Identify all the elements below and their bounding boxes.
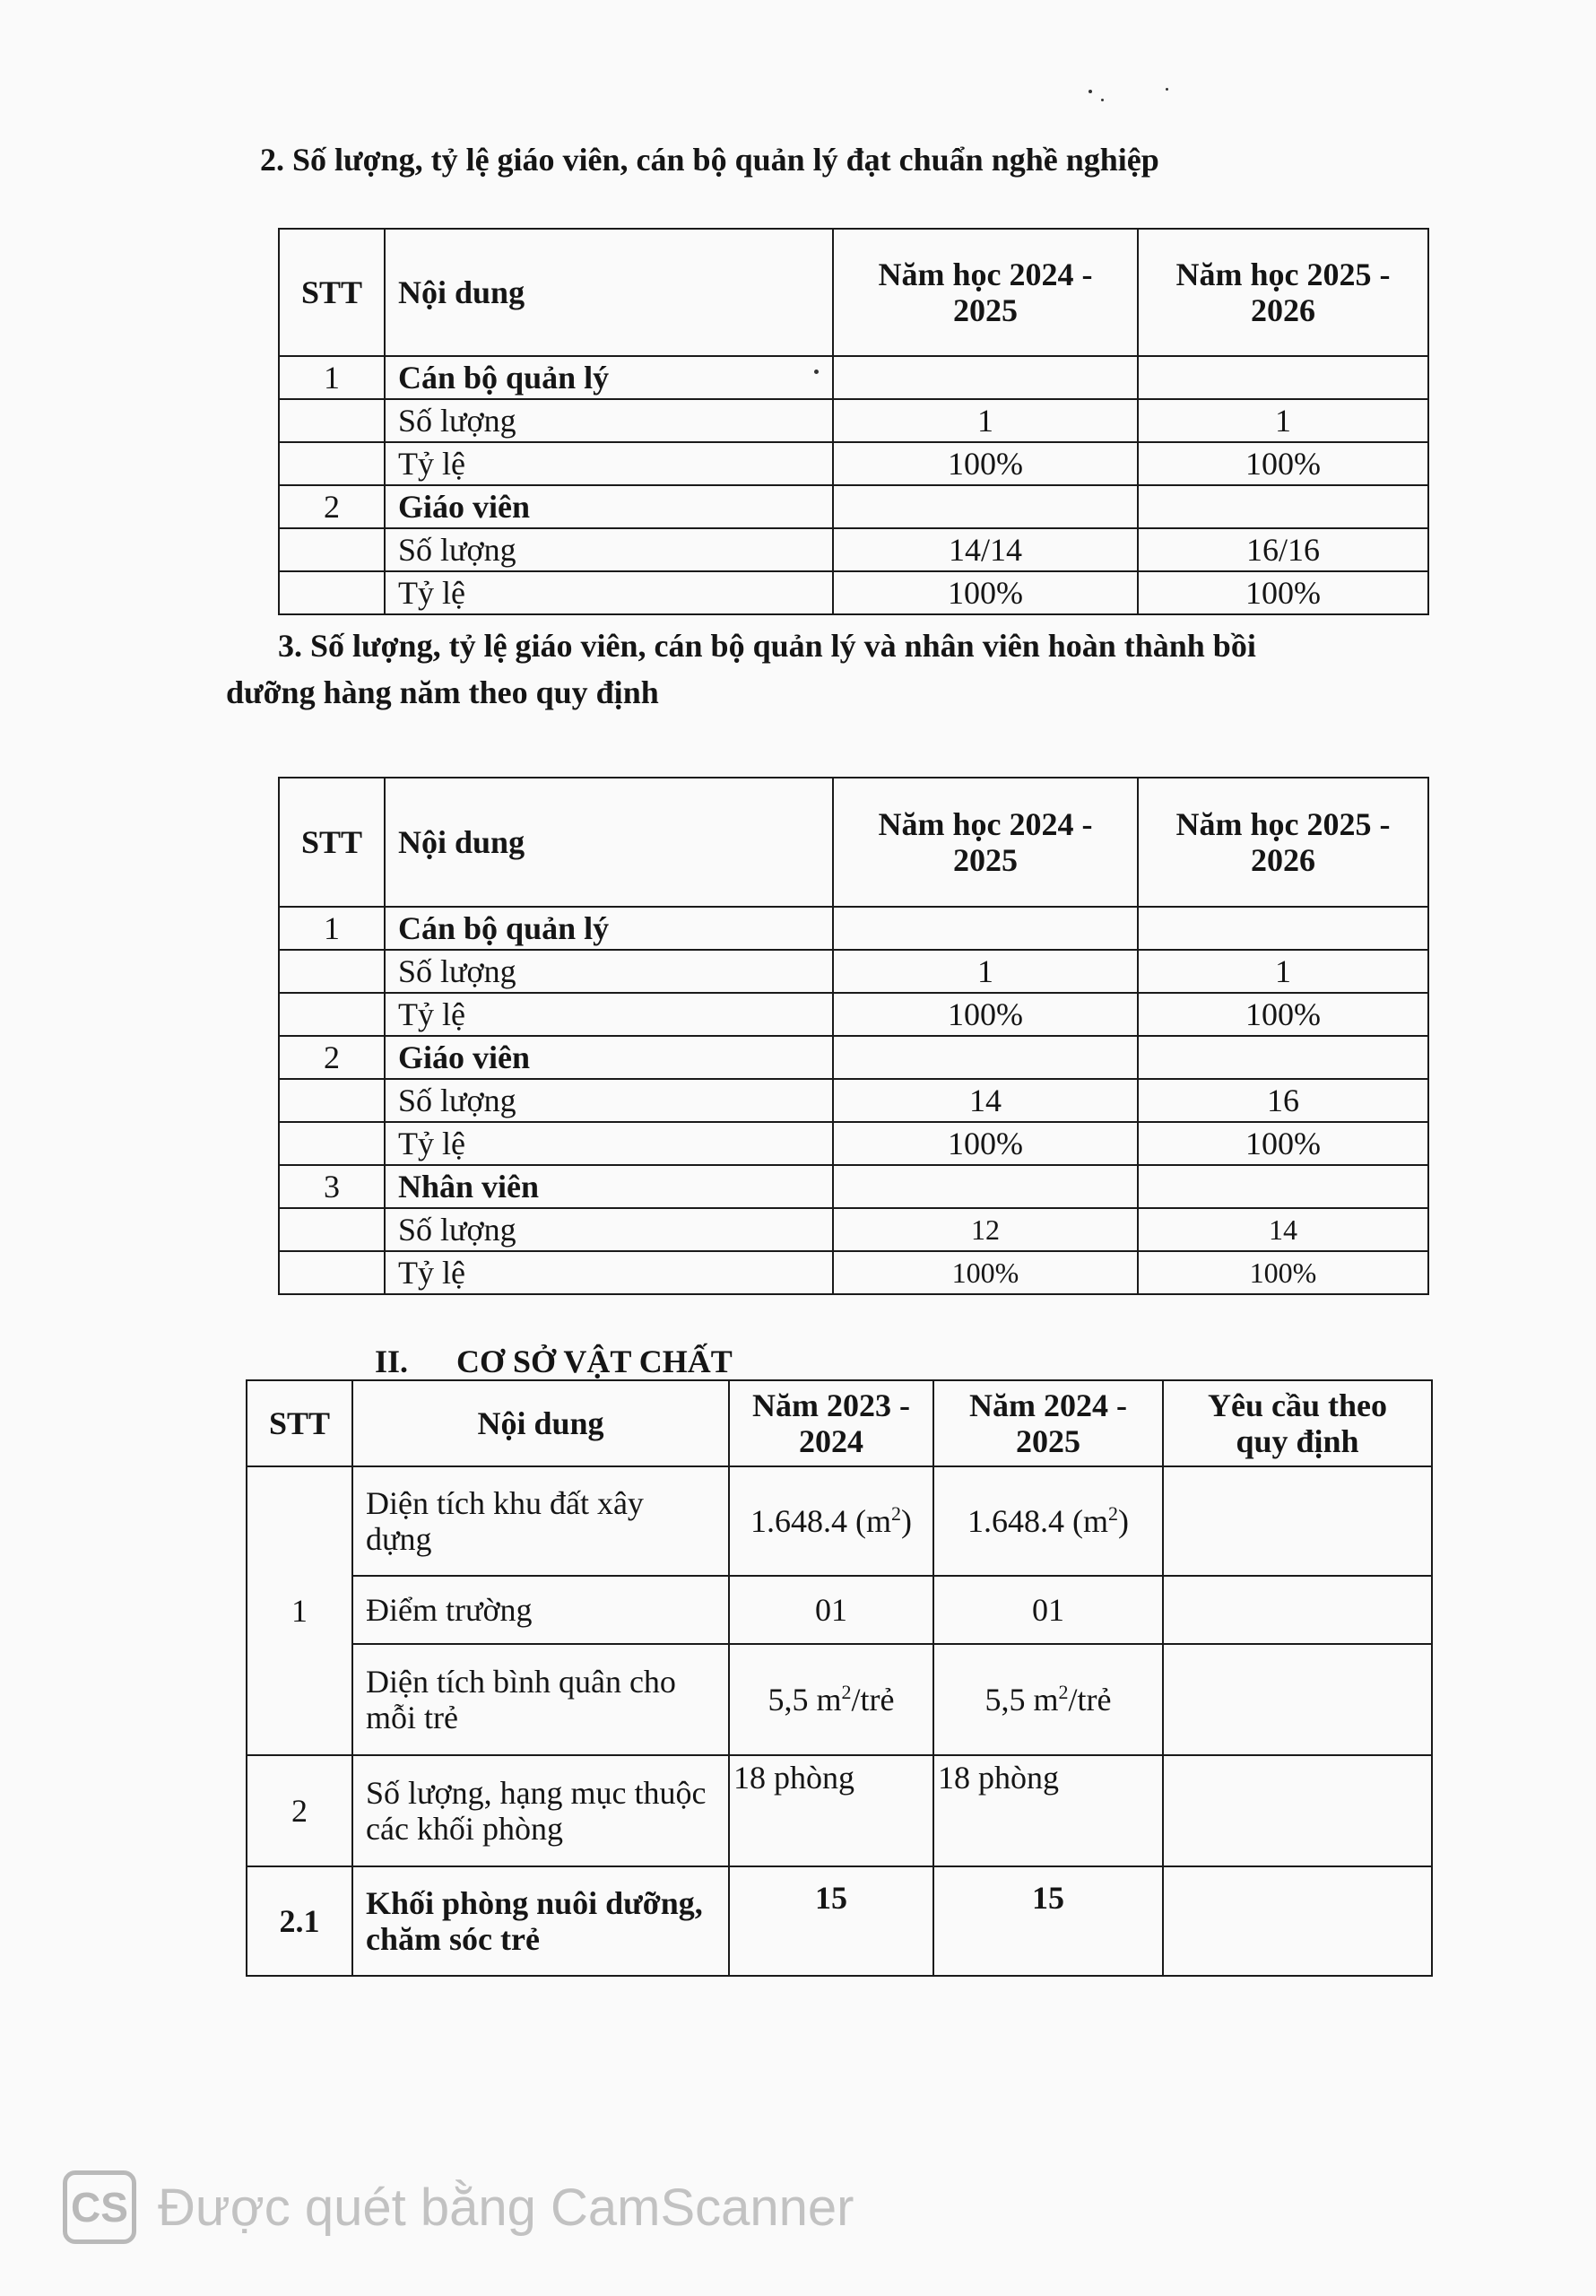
content-cell: Điểm trường bbox=[352, 1576, 729, 1644]
section-3-heading-line-1: 3. Số lượng, tỷ lệ giáo viên, cán bộ quản lý và nhân viên hoàn thành bồi bbox=[278, 628, 1256, 664]
year-1-cell: 100% bbox=[833, 571, 1138, 614]
header-stt: STT bbox=[279, 778, 385, 907]
year-2-cell: 16 bbox=[1138, 1079, 1428, 1122]
year-2-cell bbox=[933, 1466, 1163, 1576]
header-requirement-line-2: quy định bbox=[1236, 1423, 1359, 1459]
facilities-heading-number: II. bbox=[375, 1344, 409, 1379]
year-1-cell bbox=[833, 1036, 1138, 1079]
header-year-1 bbox=[729, 1380, 933, 1466]
year-1-cell bbox=[833, 485, 1138, 528]
section-2-table bbox=[278, 228, 1429, 615]
stt-cell bbox=[279, 1079, 385, 1122]
facilities-table bbox=[246, 1379, 1433, 1977]
year-2-cell: 100% bbox=[1138, 442, 1428, 485]
header-year-1: Năm học 2024 - 2025 bbox=[833, 778, 1138, 907]
content-cell: Tỷ lệ bbox=[385, 442, 833, 485]
header-content: Nội dung bbox=[352, 1380, 729, 1466]
stt-cell bbox=[279, 442, 385, 485]
year-1-cell: 100% bbox=[833, 1251, 1138, 1294]
year-2-cell: 01 bbox=[933, 1576, 1163, 1644]
stt-cell bbox=[279, 399, 385, 442]
content-cell: Diện tích bình quân cho mỗi trẻ bbox=[352, 1644, 729, 1755]
table-row bbox=[279, 907, 1428, 950]
table-row bbox=[279, 571, 1428, 614]
stt-cell bbox=[279, 571, 385, 614]
year-1-cell bbox=[833, 907, 1138, 950]
year-1-cell: 01 bbox=[729, 1576, 933, 1644]
table-row bbox=[247, 1576, 1432, 1644]
header-requirement-line-1: Yêu cầu theo bbox=[1208, 1387, 1387, 1423]
stt-cell bbox=[279, 950, 385, 993]
content-cell: Khối phòng nuôi dưỡng, chăm sóc trẻ bbox=[352, 1866, 729, 1976]
table-row bbox=[279, 1079, 1428, 1122]
year-2-cell bbox=[1138, 1036, 1428, 1079]
content-cell: Tỷ lệ bbox=[385, 993, 833, 1036]
requirement-cell bbox=[1163, 1466, 1432, 1576]
table-row bbox=[279, 442, 1428, 485]
stt-cell bbox=[279, 1251, 385, 1294]
table-row bbox=[279, 356, 1428, 399]
content-cell: Số lượng, hạng mục thuộc các khối phòng bbox=[352, 1755, 729, 1866]
value-text: 1.648.4 (m bbox=[750, 1503, 891, 1539]
header-year-1-line-2: 2024 bbox=[799, 1423, 863, 1459]
section-3-heading-line-2: dưỡng hàng năm theo quy định bbox=[226, 674, 659, 710]
year-2-cell: 18 phòng bbox=[933, 1755, 1163, 1866]
requirement-cell bbox=[1163, 1866, 1432, 1976]
year-2-cell bbox=[933, 1644, 1163, 1755]
content-cell: Tỷ lệ bbox=[385, 1251, 833, 1294]
value-superscript: 2 bbox=[841, 1681, 852, 1703]
year-2-cell: 14 bbox=[1138, 1208, 1428, 1251]
table-row bbox=[279, 1122, 1428, 1165]
requirement-cell bbox=[1163, 1576, 1432, 1644]
value-text-end: /trẻ bbox=[851, 1682, 895, 1718]
value-text: 5,5 m bbox=[984, 1682, 1059, 1718]
year-1-cell bbox=[833, 1165, 1138, 1208]
content-cell: Giáo viên bbox=[385, 485, 833, 528]
stt-cell: 2 bbox=[247, 1755, 352, 1866]
header-year-2: Năm học 2025 - 2026 bbox=[1138, 778, 1428, 907]
table-row bbox=[279, 399, 1428, 442]
stt-cell: 1 bbox=[279, 356, 385, 399]
content-cell: Số lượng bbox=[385, 399, 833, 442]
year-1-cell: 100% bbox=[833, 442, 1138, 485]
stt-cell: 2.1 bbox=[247, 1866, 352, 1976]
year-1-cell bbox=[729, 1466, 933, 1576]
year-1-cell: 14 bbox=[833, 1079, 1138, 1122]
header-year-2 bbox=[933, 1380, 1163, 1466]
header-year-1-line-1: Năm 2023 - bbox=[752, 1387, 910, 1423]
facilities-heading bbox=[375, 1338, 733, 1385]
facilities-heading-text: CƠ SỞ VẬT CHẤT bbox=[456, 1344, 733, 1379]
table-row bbox=[279, 485, 1428, 528]
table-row bbox=[247, 1755, 1432, 1866]
year-2-cell: 1 bbox=[1138, 399, 1428, 442]
stt-cell: 2 bbox=[279, 1036, 385, 1079]
section-3-table bbox=[278, 777, 1429, 1295]
content-cell: Tỷ lệ bbox=[385, 1122, 833, 1165]
scan-speck bbox=[1101, 99, 1104, 101]
year-1-cell: 1 bbox=[833, 399, 1138, 442]
year-1-cell bbox=[833, 356, 1138, 399]
table-row bbox=[279, 993, 1428, 1036]
table-row bbox=[279, 950, 1428, 993]
year-2-cell: 100% bbox=[1138, 571, 1428, 614]
year-2-cell bbox=[1138, 356, 1428, 399]
year-2-cell: 1 bbox=[1138, 950, 1428, 993]
content-cell: Số lượng bbox=[385, 1079, 833, 1122]
year-1-cell: 18 phòng bbox=[729, 1755, 933, 1866]
header-year-2: Năm học 2025 - 2026 bbox=[1138, 229, 1428, 356]
value-superscript: 2 bbox=[891, 1502, 901, 1525]
requirement-cell bbox=[1163, 1755, 1432, 1866]
table-header-row bbox=[247, 1380, 1432, 1466]
year-2-cell bbox=[1138, 485, 1428, 528]
year-1-cell: 15 bbox=[729, 1866, 933, 1976]
content-cell: Diện tích khu đất xây dựng bbox=[352, 1466, 729, 1576]
content-cell: Cán bộ quản lý bbox=[385, 907, 833, 950]
year-1-cell: 12 bbox=[833, 1208, 1138, 1251]
value-superscript: 2 bbox=[1058, 1681, 1069, 1703]
requirement-cell bbox=[1163, 1644, 1432, 1755]
table-row bbox=[279, 1165, 1428, 1208]
stt-cell bbox=[279, 1208, 385, 1251]
content-cell: Cán bộ quản lý bbox=[385, 356, 833, 399]
table-row bbox=[247, 1466, 1432, 1576]
value-text-end: ) bbox=[901, 1503, 912, 1539]
table-row bbox=[279, 1251, 1428, 1294]
year-2-cell bbox=[1138, 1165, 1428, 1208]
table-row bbox=[279, 528, 1428, 571]
header-stt: STT bbox=[279, 229, 385, 356]
stt-cell: 1 bbox=[279, 907, 385, 950]
year-1-cell: 100% bbox=[833, 1122, 1138, 1165]
camscanner-logo: CS bbox=[63, 2170, 136, 2244]
table-row bbox=[247, 1644, 1432, 1755]
scan-speck bbox=[1089, 90, 1092, 93]
year-2-cell: 100% bbox=[1138, 993, 1428, 1036]
year-2-cell: 100% bbox=[1138, 1122, 1428, 1165]
year-1-cell: 100% bbox=[833, 993, 1138, 1036]
stt-cell bbox=[279, 528, 385, 571]
header-content: Nội dung bbox=[385, 229, 833, 356]
stt-cell: 3 bbox=[279, 1165, 385, 1208]
content-cell: Số lượng bbox=[385, 1208, 833, 1251]
header-year-2-line-2: 2025 bbox=[1016, 1423, 1080, 1459]
stt-cell bbox=[279, 1122, 385, 1165]
table-row bbox=[279, 1036, 1428, 1079]
content-cell: Tỷ lệ bbox=[385, 571, 833, 614]
table-row bbox=[247, 1866, 1432, 1976]
section-2-heading: 2. Số lượng, tỷ lệ giáo viên, cán bộ quản lý đạt chuẩn nghề nghiệp bbox=[260, 142, 1159, 178]
camscanner-watermark-text: Được quét bằng CamScanner bbox=[158, 2179, 854, 2237]
value-text-end: /trẻ bbox=[1068, 1682, 1112, 1718]
year-2-cell: 16/16 bbox=[1138, 528, 1428, 571]
header-content: Nội dung bbox=[385, 778, 833, 907]
header-requirement bbox=[1163, 1380, 1432, 1466]
year-1-cell: 14/14 bbox=[833, 528, 1138, 571]
content-cell: Giáo viên bbox=[385, 1036, 833, 1079]
year-2-cell: 15 bbox=[933, 1866, 1163, 1976]
value-superscript: 2 bbox=[1108, 1502, 1118, 1525]
header-year-2-line-1: Năm 2024 - bbox=[969, 1387, 1127, 1423]
content-cell: Số lượng bbox=[385, 528, 833, 571]
stt-cell: 1 bbox=[247, 1466, 352, 1755]
table-header-row bbox=[279, 778, 1428, 907]
value-text: 1.648.4 (m bbox=[967, 1503, 1108, 1539]
stt-cell bbox=[279, 993, 385, 1036]
year-1-cell: 1 bbox=[833, 950, 1138, 993]
value-text: 5,5 m bbox=[768, 1682, 842, 1718]
year-2-cell bbox=[1138, 907, 1428, 950]
year-1-cell bbox=[729, 1644, 933, 1755]
value-text-end: ) bbox=[1118, 1503, 1129, 1539]
year-2-cell: 100% bbox=[1138, 1251, 1428, 1294]
content-cell: Nhân viên bbox=[385, 1165, 833, 1208]
header-stt: STT bbox=[247, 1380, 352, 1466]
stt-cell: 2 bbox=[279, 485, 385, 528]
table-header-row bbox=[279, 229, 1428, 356]
table-row bbox=[279, 1208, 1428, 1251]
scan-speck bbox=[1166, 88, 1168, 91]
content-cell: Số lượng bbox=[385, 950, 833, 993]
header-year-1: Năm học 2024 - 2025 bbox=[833, 229, 1138, 356]
